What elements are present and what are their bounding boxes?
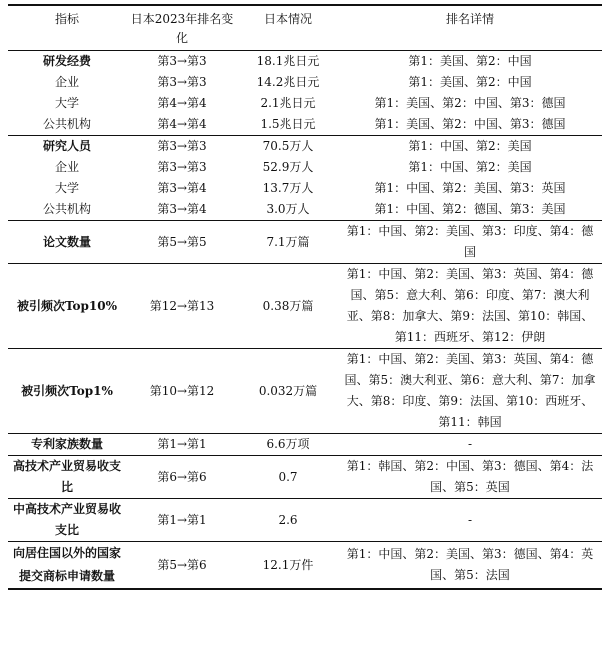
- header-rank-detail: 排名详情: [445, 12, 494, 26]
- change-cell: 第1→第1: [126, 434, 238, 456]
- japan-cell: 18.1兆日元: [256, 54, 320, 68]
- indicator-cell: 企业: [54, 160, 79, 174]
- japan-cell: 13.7万人: [262, 181, 314, 195]
- japan-cell: 2.1兆日元: [260, 96, 316, 110]
- detail-cell: 第1：中国、第2：美国: [408, 139, 532, 153]
- table-row: [8, 542, 602, 590]
- detail-cell: 第1：中国、第2：美国: [408, 160, 532, 174]
- japan-cell: 0.38万篇: [238, 264, 338, 349]
- indicator-cell: 高技术产业贸易收支比: [8, 456, 126, 499]
- change-cell: 第4→第4: [126, 114, 238, 136]
- indicator-cell: 研究人员: [42, 139, 91, 153]
- japan-cell: 0.7: [238, 456, 338, 499]
- japan-cell: 3.0万人: [238, 199, 338, 221]
- indicator-cell: 研发经费: [42, 54, 91, 68]
- japan-cell: 1.5兆日元: [238, 114, 338, 136]
- header-row: [8, 5, 602, 51]
- indicator-cell: 被引频次Top10%: [8, 264, 126, 349]
- detail-cell: 第1：中国、第2：美国、第3：英国、第4：德国、第5：澳大利亚、第6：意大利、第7：加拿大、第8：印度、第9：法国、第10：西班牙、第11：韩国: [338, 349, 602, 434]
- japan-ranking-table: [8, 4, 602, 590]
- table-header: [8, 5, 602, 51]
- indicator-cell: 大学: [54, 181, 79, 195]
- detail-cell: 第1：中国、第2：美国、第3：德国、第4：英国、第5：法国: [338, 542, 602, 590]
- table-body: [8, 51, 602, 590]
- japan-cell: 52.9万人: [262, 160, 314, 174]
- table-row: [8, 349, 602, 434]
- detail-cell: 第1：美国、第2：中国: [408, 54, 532, 68]
- table-row: [8, 136, 602, 158]
- indicator-cell: 公共机构: [8, 199, 126, 221]
- table-row: [8, 51, 602, 73]
- indicator-cell: 向居住国以外的国家提交商标申请数量: [8, 542, 126, 590]
- japan-cell: 6.6万项: [238, 434, 338, 456]
- detail-cell: 第1：中国、第2：美国、第3：英国: [374, 181, 566, 195]
- table-row: [8, 178, 602, 199]
- table-row: [8, 93, 602, 114]
- indicator-cell: 大学: [54, 96, 79, 110]
- table-row: [8, 72, 602, 93]
- detail-cell: 第1：美国、第2：中国、第3：德国: [338, 114, 602, 136]
- table-row: [8, 264, 602, 349]
- japan-cell: 0.032万篇: [238, 349, 338, 434]
- detail-cell: 第1：中国、第2：美国、第3：印度、第4：德国: [338, 221, 602, 264]
- table-row: [8, 456, 602, 499]
- detail-cell: 第1：中国、第2：美国、第3：英国、第4：德国、第5：意大利、第6：印度、第7：澳大利亚、第8：加拿大、第9：法国、第10：韩国、第11：西班牙、第12：伊朗: [338, 264, 602, 349]
- change-cell: 第12→第13: [126, 264, 238, 349]
- table-row: [8, 114, 602, 136]
- change-cell: 第1→第1: [126, 499, 238, 542]
- change-cell: 第3→第3: [157, 160, 207, 174]
- table-row: [8, 157, 602, 178]
- change-cell: 第4→第4: [157, 96, 207, 110]
- detail-cell: 第1：韩国、第2：中国、第3：德国、第4：法国、第5：英国: [338, 456, 602, 499]
- change-cell: 第6→第6: [126, 456, 238, 499]
- detail-cell: 第1：美国、第2：中国、第3：德国: [374, 96, 566, 110]
- table-row: [8, 434, 602, 456]
- table-row: [8, 221, 602, 264]
- detail-cell: 第1：中国、第2：德国、第3：美国: [338, 199, 602, 221]
- change-cell: 第3→第3: [157, 54, 207, 68]
- detail-cell: -: [338, 434, 602, 456]
- change-cell: 第5→第5: [126, 221, 238, 264]
- indicator-cell: 公共机构: [8, 114, 126, 136]
- indicator-cell: 论文数量: [8, 221, 126, 264]
- indicator-cell: 专利家族数量: [8, 434, 126, 456]
- table-row: [8, 499, 602, 542]
- indicator-cell: 中高技术产业贸易收支比: [8, 499, 126, 542]
- indicator-cell: 被引频次Top1%: [8, 349, 126, 434]
- change-cell: 第3→第3: [157, 75, 207, 89]
- japan-cell: 7.1万篇: [238, 221, 338, 264]
- japan-cell: 70.5万人: [262, 139, 314, 153]
- header-japan-status: 日本情况: [263, 12, 312, 26]
- table-row: [8, 199, 602, 221]
- detail-cell: 第1：美国、第2：中国: [408, 75, 532, 89]
- change-cell: 第10→第12: [126, 349, 238, 434]
- detail-cell: -: [338, 499, 602, 542]
- change-cell: 第3→第4: [126, 199, 238, 221]
- japan-cell: 2.6: [238, 499, 338, 542]
- change-cell: 第3→第4: [157, 181, 207, 195]
- header-rank-change: 日本2023年排名变化: [130, 12, 234, 45]
- change-cell: 第3→第3: [157, 139, 207, 153]
- japan-cell: 14.2兆日元: [256, 75, 320, 89]
- indicator-cell: 企业: [54, 75, 79, 89]
- change-cell: 第5→第6: [126, 542, 238, 590]
- header-indicator: 指标: [54, 12, 79, 26]
- japan-cell: 12.1万件: [238, 542, 338, 590]
